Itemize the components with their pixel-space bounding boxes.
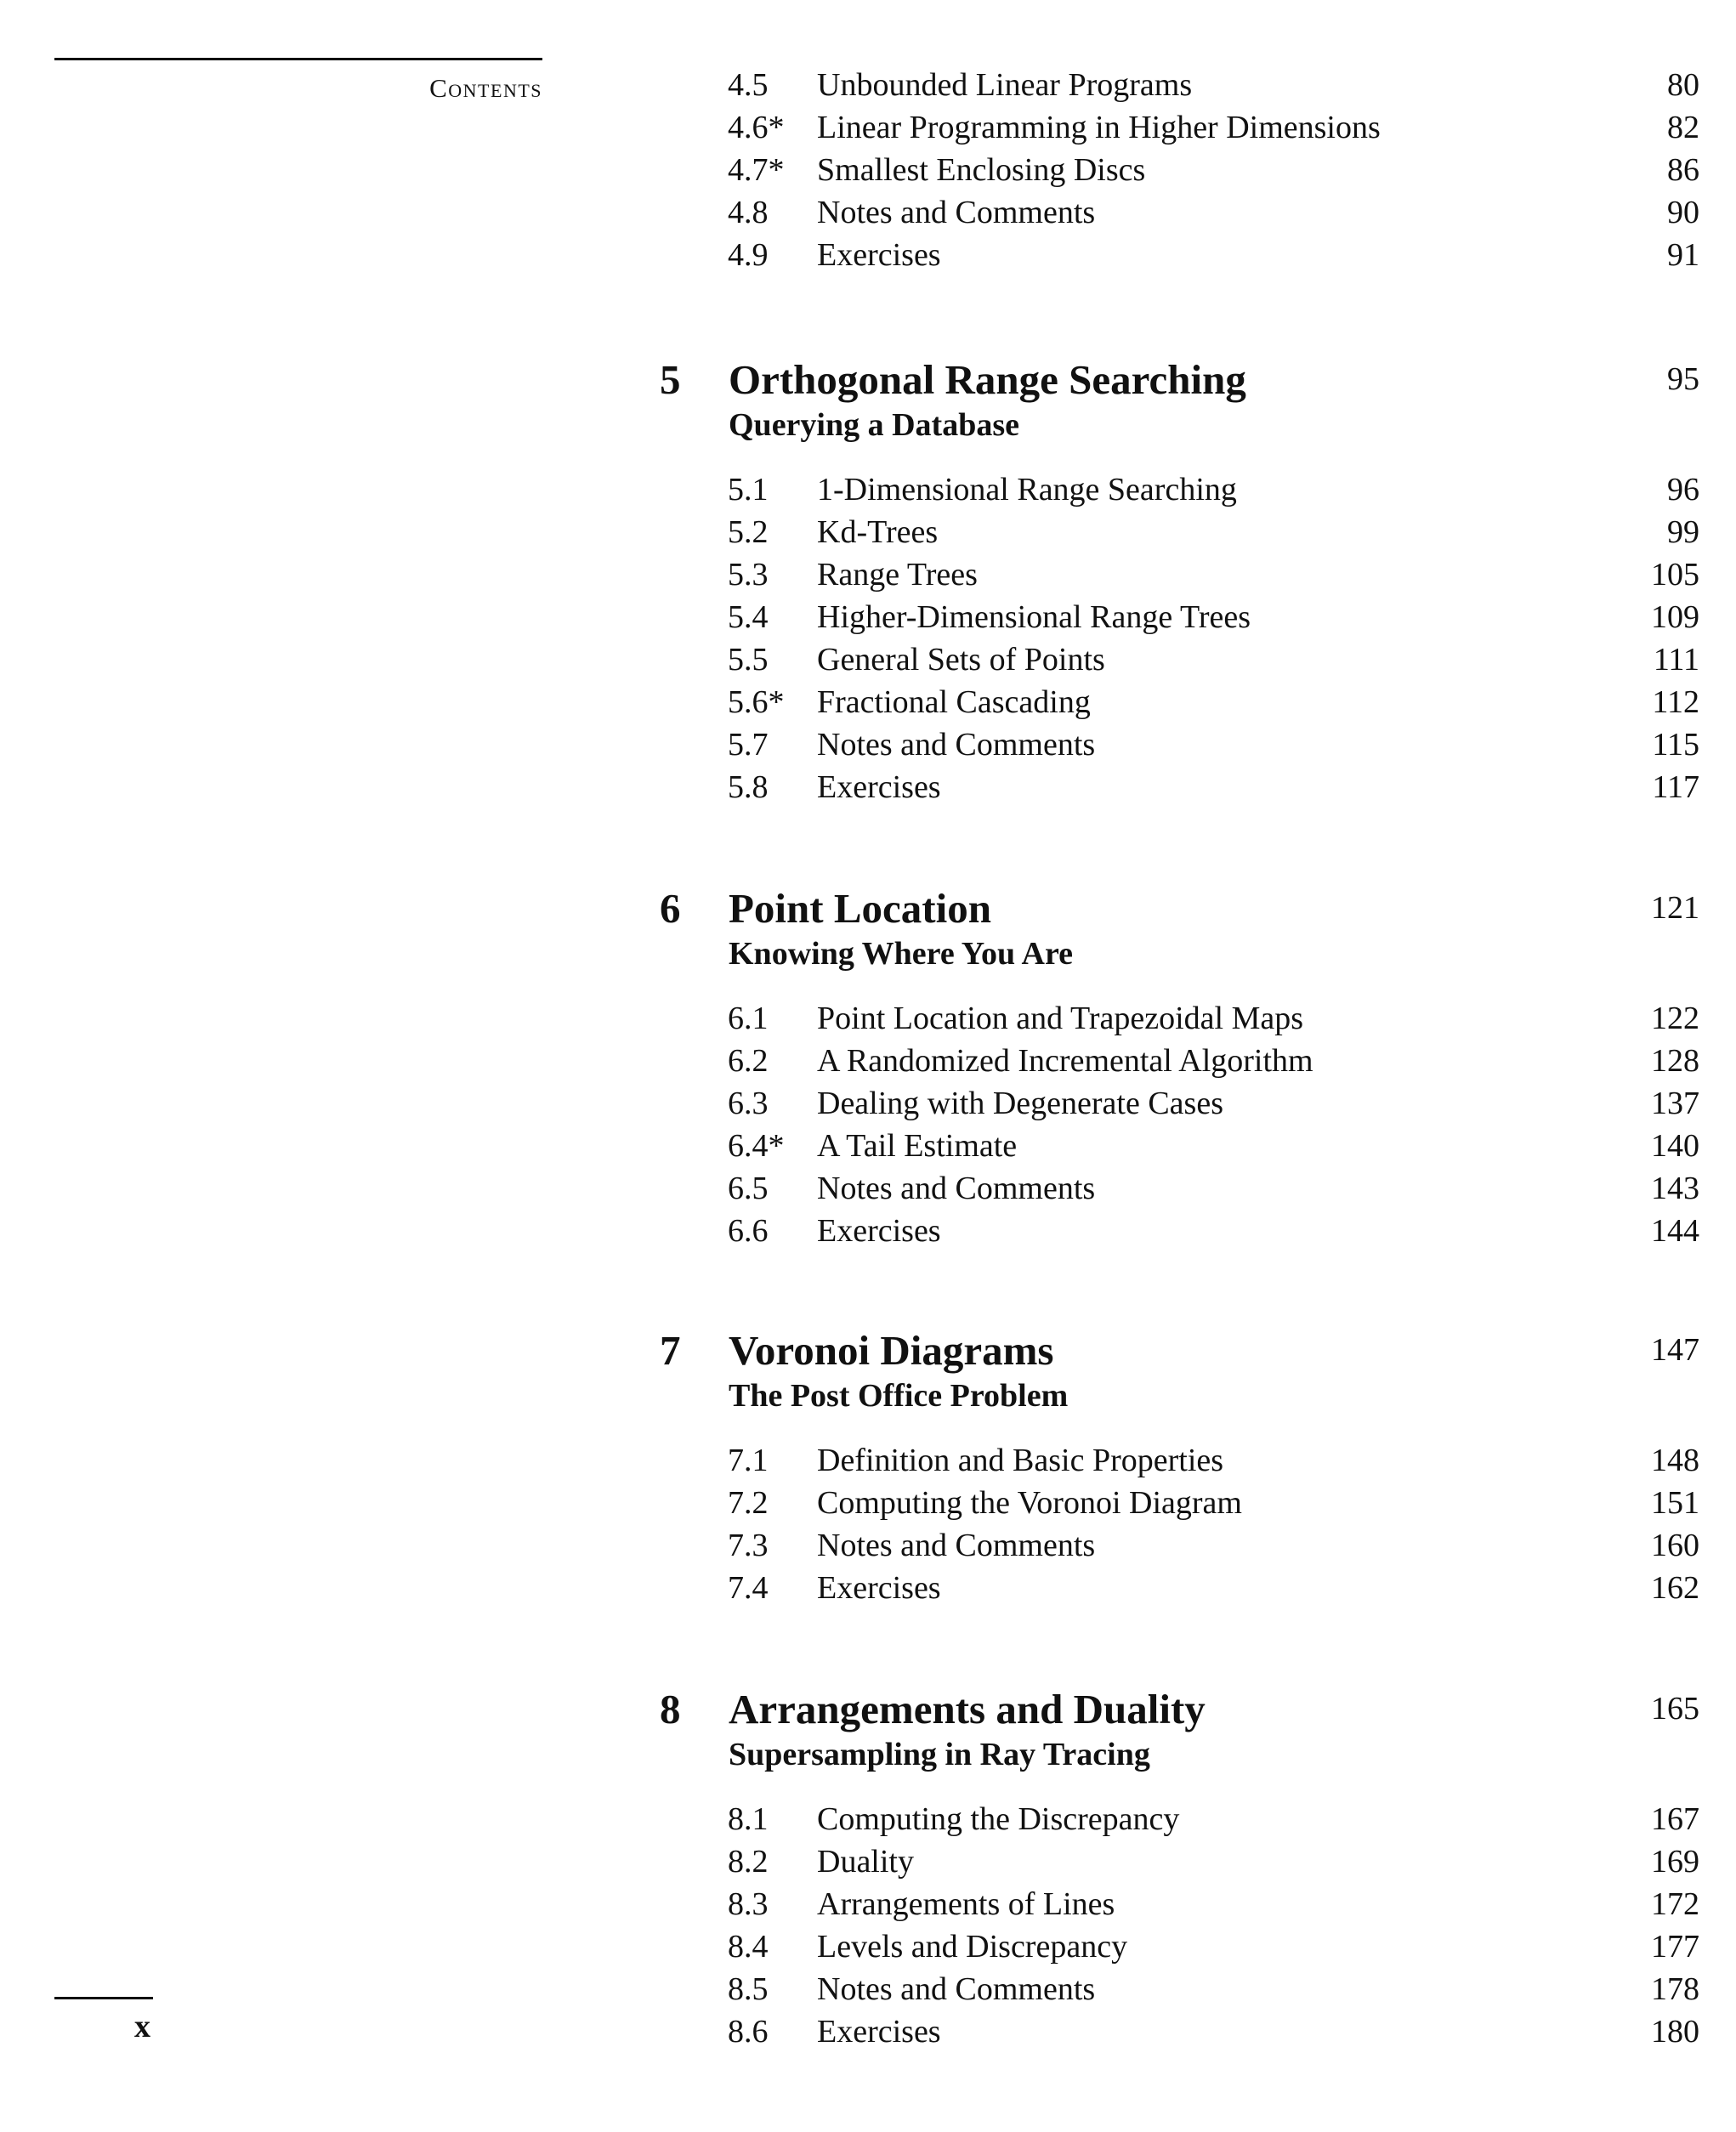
section-number: 5.4 — [728, 599, 769, 635]
section-number: 4.7* — [728, 152, 785, 188]
section-title[interactable]: Kd-Trees — [817, 514, 939, 550]
section-number: 7.4 — [728, 1570, 769, 1606]
section-page-number: 137 — [1651, 1086, 1699, 1121]
chapter-subtitle: The Post Office Problem — [729, 1378, 1069, 1414]
section-number: 5.1 — [728, 472, 769, 507]
section-page-number: 180 — [1651, 2014, 1699, 2050]
chapter-title[interactable]: Arrangements and Duality — [729, 1686, 1206, 1732]
section-page-number: 178 — [1651, 1971, 1699, 2007]
section-title[interactable]: Computing the Voronoi Diagram — [817, 1485, 1242, 1521]
section-title[interactable]: Dealing with Degenerate Cases — [817, 1086, 1223, 1121]
section-page-number: 117 — [1652, 769, 1699, 805]
section-number: 4.5 — [728, 67, 769, 103]
section-number: 8.1 — [728, 1801, 769, 1837]
section-title[interactable]: Smallest Enclosing Discs — [817, 152, 1146, 188]
section-number: 8.5 — [728, 1971, 769, 2007]
chapter-title[interactable]: Point Location — [729, 885, 991, 932]
section-title[interactable]: A Randomized Incremental Algorithm — [817, 1043, 1313, 1079]
section-page-number: 172 — [1651, 1886, 1699, 1922]
section-number: 8.4 — [728, 1929, 769, 1965]
section-number: 5.8 — [728, 769, 769, 805]
section-number: 6.5 — [728, 1171, 769, 1206]
section-title[interactable]: Notes and Comments — [817, 195, 1096, 230]
section-number: 5.5 — [728, 642, 769, 678]
section-page-number: 128 — [1651, 1043, 1699, 1079]
section-number: 4.6* — [728, 110, 785, 145]
section-page-number: 80 — [1667, 67, 1699, 103]
section-page-number: 109 — [1651, 599, 1699, 635]
section-page-number: 115 — [1652, 727, 1699, 763]
section-number: 4.8 — [728, 195, 769, 230]
section-title[interactable]: Fractional Cascading — [817, 684, 1091, 720]
section-page-number: 151 — [1651, 1485, 1699, 1521]
chapter-page-number: 165 — [1651, 1691, 1699, 1727]
section-page-number: 140 — [1651, 1128, 1699, 1164]
section-title[interactable]: Arrangements of Lines — [817, 1886, 1115, 1922]
section-title[interactable]: Exercises — [817, 237, 941, 273]
section-title[interactable]: Point Location and Trapezoidal Maps — [817, 1001, 1304, 1036]
chapter-number: 6 — [660, 885, 681, 932]
folio-rule — [54, 1997, 153, 1999]
page-number: x — [134, 2009, 150, 2044]
section-page-number: 111 — [1653, 642, 1699, 678]
section-number: 5.2 — [728, 514, 769, 550]
chapter-page-number: 121 — [1651, 890, 1699, 926]
section-page-number: 90 — [1667, 195, 1699, 230]
section-number: 8.2 — [728, 1844, 769, 1880]
section-page-number: 169 — [1651, 1844, 1699, 1880]
section-number: 6.4* — [728, 1128, 785, 1164]
section-page-number: 122 — [1651, 1001, 1699, 1036]
section-number: 4.9 — [728, 237, 769, 273]
section-page-number: 96 — [1667, 472, 1699, 507]
section-title[interactable]: Levels and Discrepancy — [817, 1929, 1128, 1965]
section-title[interactable]: Exercises — [817, 1213, 941, 1249]
chapter-title[interactable]: Orthogonal Range Searching — [729, 356, 1246, 403]
section-number: 7.1 — [728, 1443, 769, 1478]
section-page-number: 162 — [1651, 1570, 1699, 1606]
chapter-title[interactable]: Voronoi Diagrams — [729, 1327, 1054, 1374]
section-title[interactable]: General Sets of Points — [817, 642, 1105, 678]
section-page-number: 167 — [1651, 1801, 1699, 1837]
section-page-number: 177 — [1651, 1929, 1699, 1965]
section-page-number: 143 — [1651, 1171, 1699, 1206]
section-number: 5.6* — [728, 684, 785, 720]
chapter-number: 8 — [660, 1686, 681, 1732]
section-title[interactable]: Range Trees — [817, 557, 978, 593]
section-title[interactable]: A Tail Estimate — [817, 1128, 1018, 1164]
section-title[interactable]: Notes and Comments — [817, 1171, 1096, 1206]
section-title[interactable]: Linear Programming in Higher Dimensions — [817, 110, 1381, 145]
section-title[interactable]: Exercises — [817, 769, 941, 805]
section-number: 6.1 — [728, 1001, 769, 1036]
section-page-number: 99 — [1667, 514, 1699, 550]
section-title[interactable]: Notes and Comments — [817, 1528, 1096, 1563]
section-title[interactable]: 1-Dimensional Range Searching — [817, 472, 1237, 507]
section-number: 5.7 — [728, 727, 769, 763]
section-page-number: 91 — [1667, 237, 1699, 273]
section-page-number: 144 — [1651, 1213, 1699, 1249]
section-page-number: 105 — [1651, 557, 1699, 593]
section-number: 7.2 — [728, 1485, 769, 1521]
section-page-number: 112 — [1652, 684, 1699, 720]
chapter-subtitle: Querying a Database — [729, 407, 1019, 443]
section-number: 8.3 — [728, 1886, 769, 1922]
section-page-number: 160 — [1651, 1528, 1699, 1563]
section-title[interactable]: Duality — [817, 1844, 914, 1880]
chapter-page-number: 95 — [1667, 361, 1699, 397]
section-title[interactable]: Notes and Comments — [817, 1971, 1096, 2007]
running-head: Contents — [429, 73, 542, 103]
chapter-number: 5 — [660, 356, 681, 403]
chapter-number: 7 — [660, 1327, 681, 1374]
section-number: 8.6 — [728, 2014, 769, 2050]
section-page-number: 148 — [1651, 1443, 1699, 1478]
section-number: 6.3 — [728, 1086, 769, 1121]
chapter-subtitle: Knowing Where You Are — [729, 936, 1074, 972]
section-number: 5.3 — [728, 557, 769, 593]
chapter-page-number: 147 — [1651, 1332, 1699, 1368]
section-number: 7.3 — [728, 1528, 769, 1563]
section-page-number: 86 — [1667, 152, 1699, 188]
section-page-number: 82 — [1667, 110, 1699, 145]
chapter-subtitle: Supersampling in Ray Tracing — [729, 1737, 1150, 1772]
section-title[interactable]: Exercises — [817, 1570, 941, 1606]
section-number: 6.6 — [728, 1213, 769, 1249]
section-number: 6.2 — [728, 1043, 769, 1079]
section-title[interactable]: Higher-Dimensional Range Trees — [817, 599, 1251, 635]
section-title[interactable]: Computing the Discrepancy — [817, 1801, 1180, 1837]
section-title[interactable]: Exercises — [817, 2014, 941, 2050]
section-title[interactable]: Unbounded Linear Programs — [817, 67, 1193, 103]
section-title[interactable]: Notes and Comments — [817, 727, 1096, 763]
section-title[interactable]: Definition and Basic Properties — [817, 1443, 1224, 1478]
